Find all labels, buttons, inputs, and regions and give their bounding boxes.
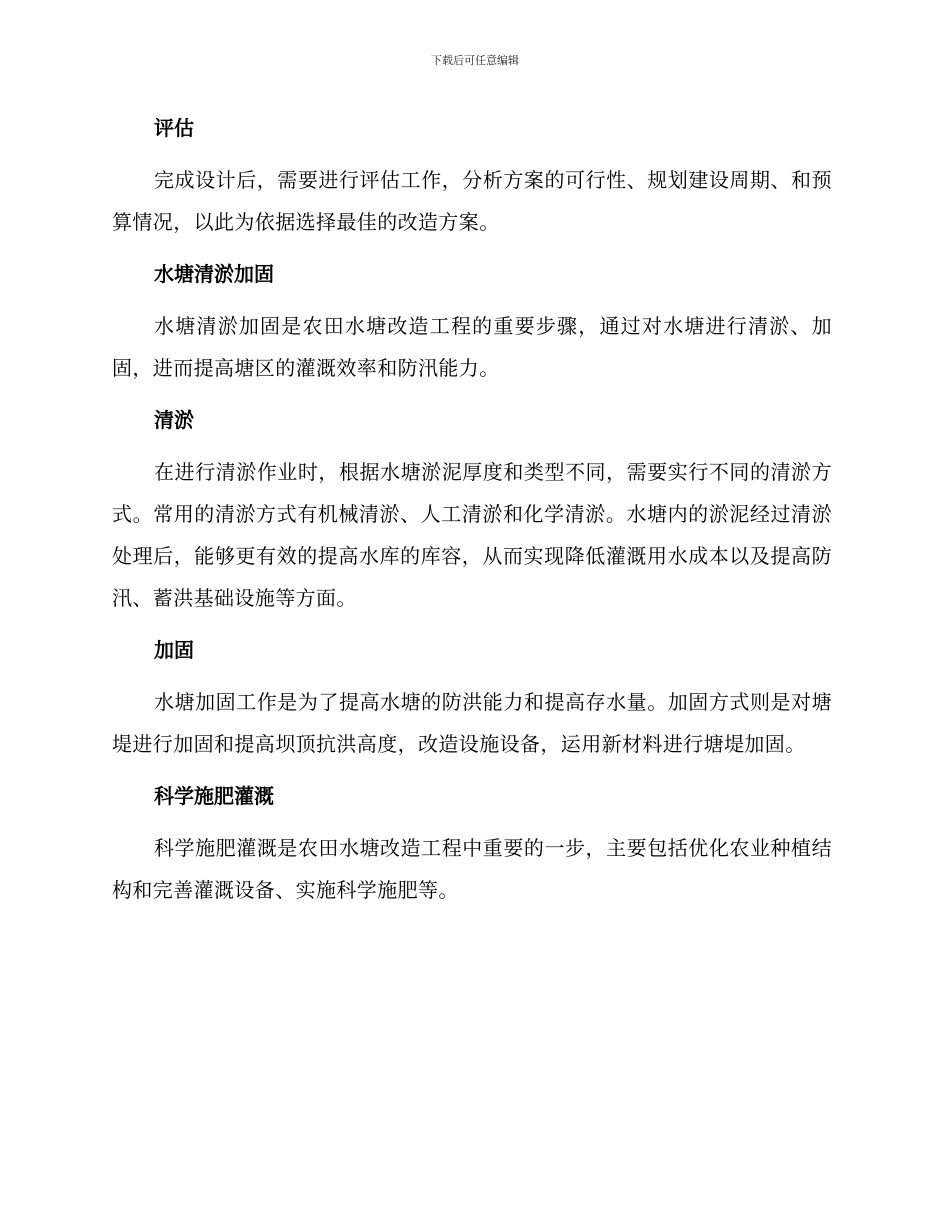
section-pond-dredging-reinforcement <box>112 254 832 400</box>
section-paragraph: 科学施肥灌溉是农田水塘改造工程中重要的一步，主要包括优化农业种植结构和完善灌溉设备、实施科学施肥等。 <box>112 836 832 902</box>
page-header: 下载后可任意编辑 <box>431 54 519 67</box>
section-heading: 科学施肥灌溉 <box>154 784 274 808</box>
section-heading: 评估 <box>154 116 194 140</box>
section-heading: 清淤 <box>154 408 194 432</box>
section-heading: 水塘清淤加固 <box>154 262 274 286</box>
section-evaluation <box>112 108 832 254</box>
section-reinforcement <box>112 630 832 776</box>
section-paragraph: 完成设计后，需要进行评估工作，分析方案的可行性、规划建设周期、和预算情况，以此为依据选择最佳的改造方案。 <box>112 168 832 234</box>
document-body <box>112 108 832 911</box>
section-scientific-fertilization-irrigation <box>112 776 832 911</box>
section-paragraph: 水塘清淤加固是农田水塘改造工程的重要步骤，通过对水塘进行清淤、加固，进而提高塘区的灌溉效率和防汛能力。 <box>112 314 832 380</box>
section-paragraph: 在进行清淤作业时，根据水塘淤泥厚度和类型不同，需要实行不同的清淤方式。常用的清淤方式有机械清淤、人工清淤和化学清淤。水塘内的淤泥经过清淤处理后，能够更有效的提高水库的库容，从而实现降低灌溉用水成本以及提高防汛、蓄洪基础设施等方面。 <box>112 460 832 610</box>
section-dredging <box>112 400 832 630</box>
section-heading: 加固 <box>154 638 194 662</box>
section-paragraph: 水塘加固工作是为了提高水塘的防洪能力和提高存水量。加固方式则是对塘堤进行加固和提高坝顶抗洪高度，改造设施设备，运用新材料进行塘堤加固。 <box>112 690 832 756</box>
